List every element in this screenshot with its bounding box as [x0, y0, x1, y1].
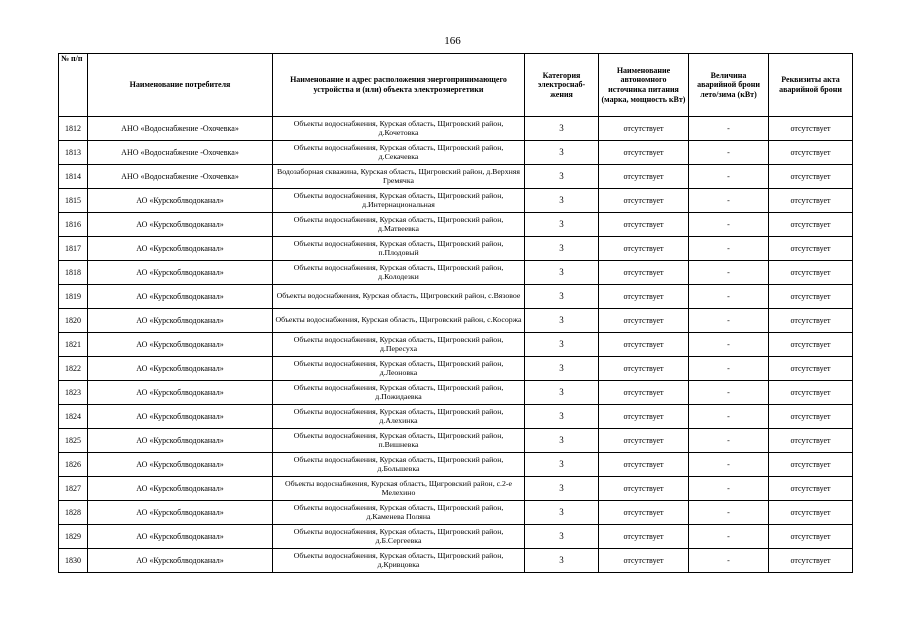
cell-reserve: - — [689, 165, 769, 189]
cell-num: 1830 — [59, 549, 88, 573]
table-row — [59, 549, 853, 573]
table-row — [59, 357, 853, 381]
cell-source: отсутствует — [599, 381, 689, 405]
cell-source: отсутствует — [599, 309, 689, 333]
cell-category: 3 — [525, 453, 599, 477]
cell-consumer: АО «Курскоблводоканал» — [88, 381, 273, 405]
cell-num: 1829 — [59, 525, 88, 549]
cell-source: отсутствует — [599, 189, 689, 213]
cell-object: Объекты водоснабжения, Курская область, Щигровский район, д.Интернациональная — [273, 189, 525, 213]
cell-object: Объекты водоснабжения, Курская область, Щигровский район, д.Пересуха — [273, 333, 525, 357]
table-row — [59, 189, 853, 213]
cell-reserve: - — [689, 357, 769, 381]
table-body — [59, 117, 853, 573]
cell-consumer: АО «Курскоблводоканал» — [88, 309, 273, 333]
cell-object: Объекты водоснабжения, Курская область, Щигровский район, п.Вишневка — [273, 429, 525, 453]
header-consumer: Наименование потребителя — [88, 54, 273, 117]
cell-category: 3 — [525, 117, 599, 141]
cell-num: 1818 — [59, 261, 88, 285]
cell-object: Объекты водоснабжения, Курская область, Щигровский район, д.Пожидаевка — [273, 381, 525, 405]
cell-act: отсутствует — [769, 333, 853, 357]
cell-num: 1825 — [59, 429, 88, 453]
cell-source: отсутствует — [599, 237, 689, 261]
cell-object: Объекты водоснабжения, Курская область, Щигровский район, д.Секачевка — [273, 141, 525, 165]
cell-act: отсутствует — [769, 477, 853, 501]
table-row — [59, 117, 853, 141]
cell-act: отсутствует — [769, 357, 853, 381]
cell-num: 1820 — [59, 309, 88, 333]
cell-consumer: АО «Курскоблводоканал» — [88, 237, 273, 261]
cell-consumer: АО «Курскоблводоканал» — [88, 453, 273, 477]
cell-act: отсутствует — [769, 381, 853, 405]
table-row — [59, 525, 853, 549]
cell-object: Водозаборная скважина, Курская область, Щигровский район, д.Верхняя Гремячка — [273, 165, 525, 189]
cell-num: 1824 — [59, 405, 88, 429]
cell-object: Объекты водоснабжения, Курская область, Щигровский район, с.Вязовое — [273, 285, 525, 309]
cell-act: отсутствует — [769, 189, 853, 213]
cell-object: Объекты водоснабжения, Курская область, Щигровский район, д.Б.Сергеевка — [273, 525, 525, 549]
cell-category: 3 — [525, 405, 599, 429]
header-object: Наименование и адрес расположения энергопринимающего устройства и (или) объекта электроэнергетики — [273, 54, 525, 117]
cell-source: отсутствует — [599, 285, 689, 309]
table-row — [59, 405, 853, 429]
cell-object: Объекты водоснабжения, Курская область, Щигровский район, д.Кочетовка — [273, 117, 525, 141]
cell-num: 1813 — [59, 141, 88, 165]
cell-num: 1822 — [59, 357, 88, 381]
cell-act: отсутствует — [769, 285, 853, 309]
cell-source: отсутствует — [599, 117, 689, 141]
cell-object: Объекты водоснабжения, Курская область, Щигровский район, д.Матвеевка — [273, 213, 525, 237]
cell-object: Объекты водоснабжения, Курская область, Щигровский район, д.Алехинка — [273, 405, 525, 429]
table-row — [59, 237, 853, 261]
cell-num: 1828 — [59, 501, 88, 525]
cell-category: 3 — [525, 477, 599, 501]
cell-object: Объекты водоснабжения, Курская область, Щигровский район, п.Плодовый — [273, 237, 525, 261]
cell-act: отсутствует — [769, 261, 853, 285]
cell-category: 3 — [525, 429, 599, 453]
page-number: 166 — [444, 35, 461, 47]
cell-source: отсутствует — [599, 357, 689, 381]
cell-act: отсутствует — [769, 309, 853, 333]
cell-category: 3 — [525, 189, 599, 213]
header-row — [59, 54, 853, 117]
cell-category: 3 — [525, 309, 599, 333]
cell-consumer: АО «Курскоблводоканал» — [88, 477, 273, 501]
cell-consumer: АО «Курскоблводоканал» — [88, 525, 273, 549]
cell-consumer: АО «Курскоблводоканал» — [88, 429, 273, 453]
cell-consumer: АО «Курскоблводоканал» — [88, 189, 273, 213]
header-category: Категория электроснаб-жения — [525, 54, 599, 117]
cell-act: отсутствует — [769, 165, 853, 189]
cell-num: 1816 — [59, 213, 88, 237]
cell-source: отсутствует — [599, 525, 689, 549]
cell-reserve: - — [689, 237, 769, 261]
cell-source: отсутствует — [599, 213, 689, 237]
table-row — [59, 333, 853, 357]
cell-act: отсутствует — [769, 429, 853, 453]
cell-source: отсутствует — [599, 405, 689, 429]
cell-category: 3 — [525, 381, 599, 405]
cell-num: 1819 — [59, 285, 88, 309]
cell-reserve: - — [689, 501, 769, 525]
cell-reserve: - — [689, 477, 769, 501]
cell-source: отсутствует — [599, 501, 689, 525]
cell-source: отсутствует — [599, 477, 689, 501]
table-row — [59, 213, 853, 237]
cell-category: 3 — [525, 165, 599, 189]
header-num: № п/п — [59, 54, 88, 117]
cell-category: 3 — [525, 501, 599, 525]
table-row — [59, 261, 853, 285]
cell-category: 3 — [525, 261, 599, 285]
cell-reserve: - — [689, 189, 769, 213]
cell-act: отсутствует — [769, 213, 853, 237]
cell-consumer: АО «Курскоблводоканал» — [88, 501, 273, 525]
cell-object: Объекты водоснабжения, Курская область, Щигровский район, д.Большевка — [273, 453, 525, 477]
cell-reserve: - — [689, 117, 769, 141]
cell-num: 1815 — [59, 189, 88, 213]
cell-consumer: АО «Курскоблводоканал» — [88, 285, 273, 309]
consumers-table — [58, 53, 853, 573]
table-row — [59, 309, 853, 333]
cell-source: отсутствует — [599, 141, 689, 165]
table-row — [59, 429, 853, 453]
cell-reserve: - — [689, 453, 769, 477]
cell-reserve: - — [689, 429, 769, 453]
table-row — [59, 453, 853, 477]
cell-object: Объекты водоснабжения, Курская область, Щигровский район, д.Леоновка — [273, 357, 525, 381]
cell-source: отсутствует — [599, 429, 689, 453]
cell-category: 3 — [525, 285, 599, 309]
cell-source: отсутствует — [599, 165, 689, 189]
cell-reserve: - — [689, 405, 769, 429]
cell-num: 1823 — [59, 381, 88, 405]
cell-act: отсутствует — [769, 549, 853, 573]
cell-num: 1821 — [59, 333, 88, 357]
table-row — [59, 501, 853, 525]
cell-object: Объекты водоснабжения, Курская область, Щигровский район, д.Колодезки — [273, 261, 525, 285]
cell-object: Объекты водоснабжения, Курская область, Щигровский район, с.Косоржа — [273, 309, 525, 333]
cell-act: отсутствует — [769, 525, 853, 549]
cell-consumer: АНО «Водоснабжение -Охочевка» — [88, 117, 273, 141]
cell-consumer: АО «Курскоблводоканал» — [88, 213, 273, 237]
cell-reserve: - — [689, 141, 769, 165]
cell-category: 3 — [525, 237, 599, 261]
cell-num: 1826 — [59, 453, 88, 477]
cell-object: Объекты водоснабжения, Курская область, Щигровский район, д.Кривцовка — [273, 549, 525, 573]
cell-consumer: АО «Курскоблводоканал» — [88, 333, 273, 357]
table-row — [59, 477, 853, 501]
cell-category: 3 — [525, 525, 599, 549]
cell-num: 1827 — [59, 477, 88, 501]
cell-category: 3 — [525, 549, 599, 573]
cell-source: отсутствует — [599, 333, 689, 357]
cell-reserve: - — [689, 285, 769, 309]
cell-reserve: - — [689, 309, 769, 333]
cell-reserve: - — [689, 261, 769, 285]
cell-act: отсутствует — [769, 501, 853, 525]
cell-category: 3 — [525, 333, 599, 357]
table-row — [59, 141, 853, 165]
header-act: Реквизиты акта аварийной брони — [769, 54, 853, 117]
cell-consumer: АНО «Водоснабжение -Охочевка» — [88, 165, 273, 189]
cell-object: Объекты водоснабжения, Курская область, Щигровский район, д.Каменева Поляна — [273, 501, 525, 525]
cell-reserve: - — [689, 333, 769, 357]
cell-reserve: - — [689, 525, 769, 549]
cell-act: отсутствует — [769, 237, 853, 261]
table-row — [59, 381, 853, 405]
cell-act: отсутствует — [769, 405, 853, 429]
cell-source: отсутствует — [599, 453, 689, 477]
cell-act: отсутствует — [769, 453, 853, 477]
cell-category: 3 — [525, 213, 599, 237]
cell-consumer: АО «Курскоблводоканал» — [88, 405, 273, 429]
cell-object: Объекты водоснабжения, Курская область, Щигровский район, с.2-е Мелехино — [273, 477, 525, 501]
cell-consumer: АО «Курскоблводоканал» — [88, 261, 273, 285]
cell-category: 3 — [525, 141, 599, 165]
cell-num: 1814 — [59, 165, 88, 189]
cell-consumer: АНО «Водоснабжение -Охочевка» — [88, 141, 273, 165]
cell-category: 3 — [525, 357, 599, 381]
cell-act: отсутствует — [769, 141, 853, 165]
cell-reserve: - — [689, 549, 769, 573]
table-row — [59, 285, 853, 309]
cell-source: отсутствует — [599, 549, 689, 573]
cell-reserve: - — [689, 213, 769, 237]
cell-source: отсутствует — [599, 261, 689, 285]
cell-reserve: - — [689, 381, 769, 405]
cell-num: 1817 — [59, 237, 88, 261]
cell-consumer: АО «Курскоблводоканал» — [88, 357, 273, 381]
table-row — [59, 165, 853, 189]
header-reserve: Величина аварийной брони лето/зима (кВт) — [689, 54, 769, 117]
header-source: Наименование автономного источника питания (марка, мощность кВт) — [599, 54, 689, 117]
cell-consumer: АО «Курскоблводоканал» — [88, 549, 273, 573]
cell-act: отсутствует — [769, 117, 853, 141]
cell-num: 1812 — [59, 117, 88, 141]
